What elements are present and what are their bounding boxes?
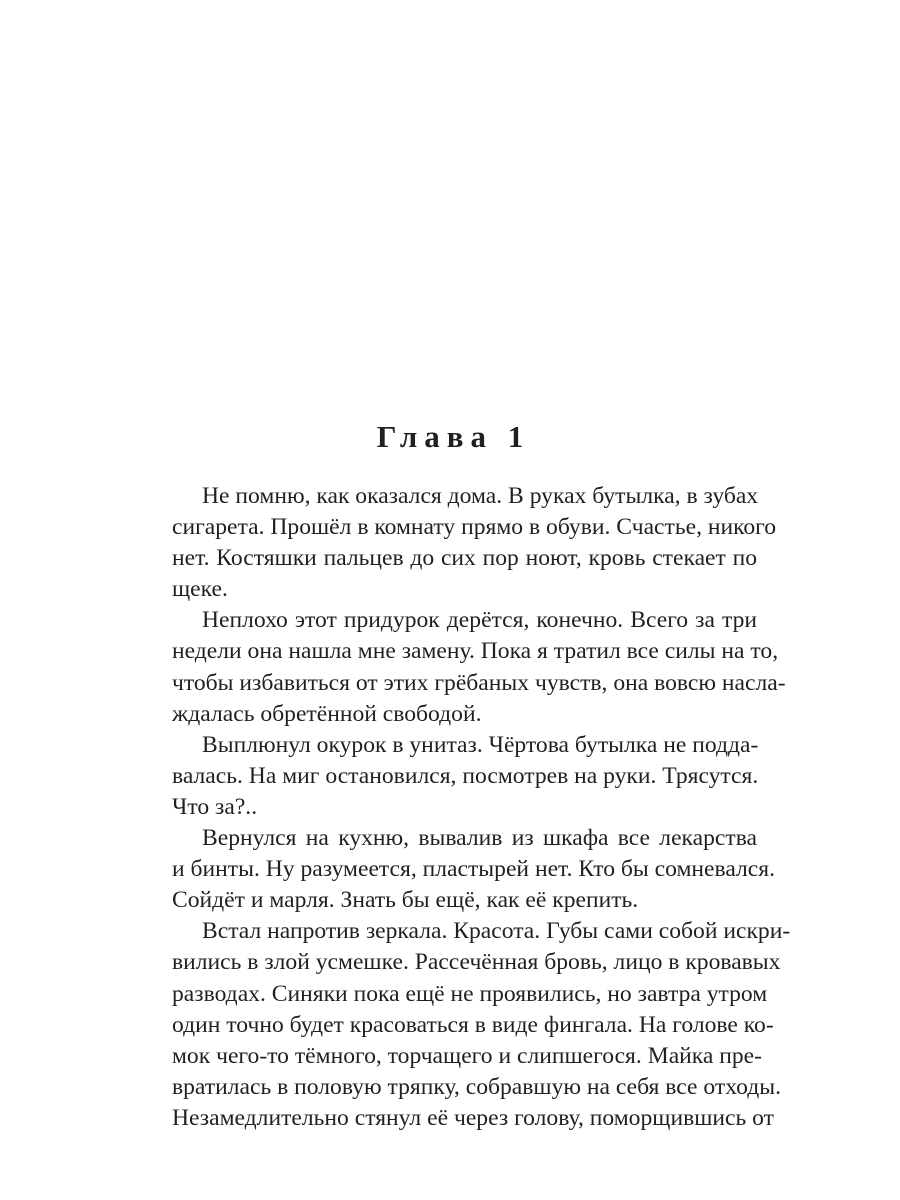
text-line: Неплохо этот придурок дерётся, конечно. Всего за три (202, 607, 757, 634)
text-line: ждалась обретённой свободой. (172, 700, 482, 727)
text-line: вились в злой усмешке. Рассечённая бровь, лицо в кровавых (172, 949, 781, 976)
paragraph-3 (142, 730, 757, 823)
text-line: Выплюнул окурок в унитаз. Чёртова бутылка не подда- (202, 731, 759, 758)
text-line: один точно будет красоваться в виде фингала. На голове ко- (172, 1011, 774, 1038)
text-line: Сойдёт и марля. Знать бы ещё, как её крепить. (172, 887, 639, 914)
text-line: Незамедлительно стянул её через голову, поморщившись от (172, 1104, 774, 1131)
text-line: Что за?.. (172, 793, 258, 820)
text-line: чтобы избавиться от этих грёбаных чувств, она вовсю насла- (172, 669, 786, 696)
text-line: Не помню, как оказался дома. В руках бутылка, в зубах (202, 483, 759, 509)
text-line: щеке. (172, 576, 228, 603)
chapter-title: Глава 1 (376, 419, 531, 454)
text-line: Встал напротив зеркала. Красота. Губы сами собой искри- (202, 918, 791, 945)
text-line: недели она нашла мне замену. Пока я тратил все силы на то, (172, 638, 779, 665)
text-line: мок чего-то тёмного, торчащего и слипшегося. Майка пре- (172, 1042, 763, 1069)
text-line: нет. Костяшки пальцев до сих пор ноют, кровь стекает по (172, 545, 757, 572)
paragraph-2 (142, 605, 786, 729)
paragraph-4 (142, 823, 776, 916)
text-line: разводах. Синяки пока ещё не проявились, но завтра утром (172, 980, 768, 1007)
text-line: Вернулся на кухню, вывалив из шкафа все лекарства (202, 825, 757, 852)
chapter-body (142, 481, 791, 1134)
text-line: валась. На миг остановился, посмотрев на руки. Трясутся. (172, 762, 759, 789)
text-line: сигарета. Прошёл в комнату прямо в обуви. Счастье, никого (172, 514, 777, 541)
text-line: вратилась в половую тряпку, собравшую на себя все отходы. (172, 1073, 781, 1100)
paragraph-1 (142, 481, 777, 605)
text-line: и бинты. Ну разумеется, пластырей нет. Кто бы сомневался. (172, 856, 776, 883)
paragraph-5 (142, 916, 791, 1134)
